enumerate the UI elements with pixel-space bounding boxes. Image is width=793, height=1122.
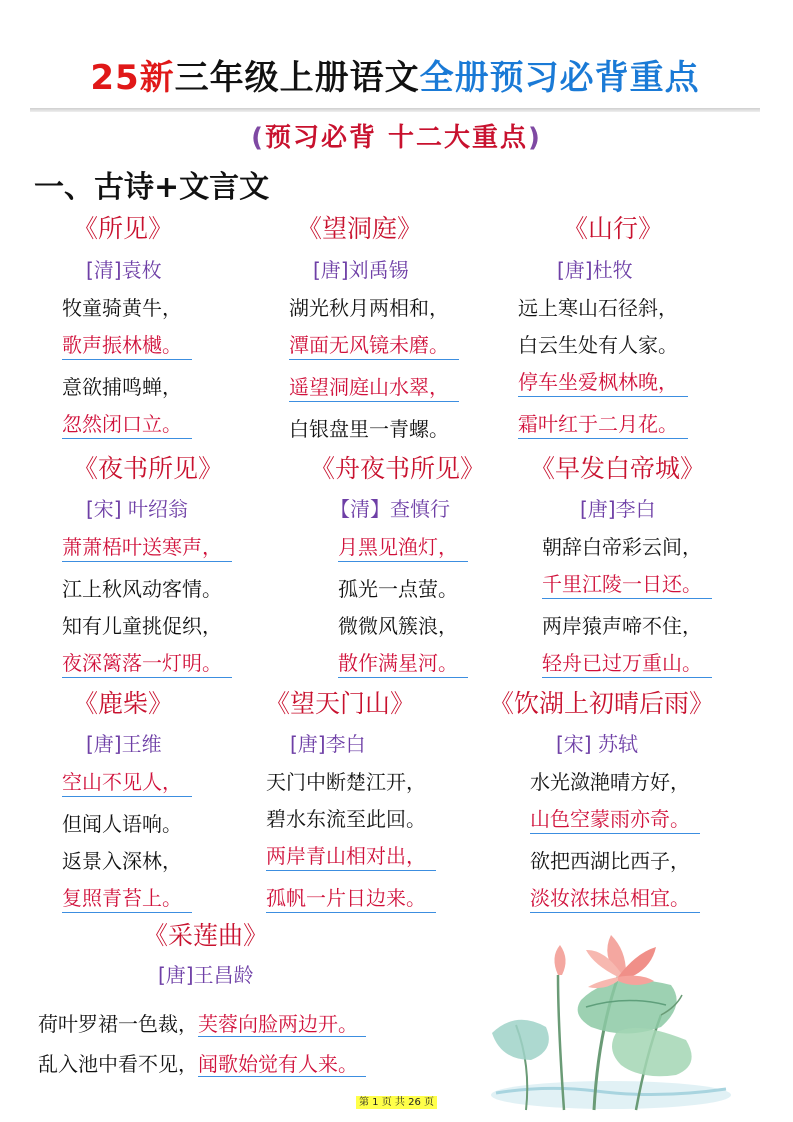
poem-line: 天门中断楚江开，: [266, 770, 426, 794]
header-highlight: 全册预习必背重点: [419, 58, 700, 98]
poem-line: [530, 801, 700, 843]
poem-body: [338, 529, 468, 687]
poem-body: [542, 529, 712, 687]
poem-body: [62, 529, 232, 687]
poem-title: 《所见》: [73, 214, 174, 243]
poem-line: [338, 645, 468, 687]
poem-line: [338, 529, 468, 571]
couplet-line: [38, 1010, 366, 1038]
poem-luzhai: [73, 687, 173, 721]
poem-author: [唐]王维: [86, 732, 162, 756]
poem-title: 《望洞庭》: [297, 214, 423, 243]
highlighted-line: 千里江陵一日还。: [542, 570, 712, 599]
poem-line: 两岸猿声啼不住，: [542, 614, 702, 638]
couplet-second: 闻歌始觉有人来。: [198, 1052, 366, 1077]
couplet-first: 乱入池中看不见，: [38, 1052, 198, 1076]
poem-line: 水光潋滟晴方好，: [530, 770, 690, 794]
highlighted-line: 霜叶红于二月花。: [518, 410, 688, 439]
page-header: [30, 52, 760, 104]
poem-body: [266, 764, 436, 922]
subtitle: [0, 118, 793, 158]
poem-title: 《舟夜书所见》: [310, 454, 486, 483]
poem-author: 【清】查慎行: [330, 497, 450, 521]
header-grade: 三年级上册语文: [174, 58, 420, 98]
poem-line: 返景入深林，: [62, 849, 182, 873]
highlighted-line: 月黑见渔灯，: [338, 533, 468, 562]
couplet-first: 荷叶罗裙一色裁，: [38, 1012, 198, 1036]
poem-line: [62, 764, 192, 806]
highlighted-line: 两岸青山相对出，: [266, 842, 436, 871]
poem-suojian: [73, 212, 173, 246]
poem-line: [62, 327, 192, 369]
poem-author: [唐]李白: [290, 732, 366, 756]
poem-line: 江上秋风动客情。: [62, 577, 222, 601]
poem-line: 欲把西湖比西子，: [530, 849, 690, 873]
poem-body: [530, 764, 700, 922]
poem-line: 微微风簇浪，: [338, 614, 458, 638]
highlighted-line: 夜深篱落一灯明。: [62, 649, 232, 678]
poem-line: [62, 406, 192, 448]
poem-author: [宋] 苏轼: [556, 732, 638, 756]
poem-line: 知有儿童挑促织，: [62, 614, 222, 638]
highlighted-line: 空山不见人，: [62, 768, 192, 797]
highlighted-line: 散作满星河。: [338, 649, 468, 678]
poem-body: [62, 290, 192, 448]
poem-line: [518, 364, 688, 406]
page-footer: [0, 1090, 793, 1109]
poem-author: [86, 255, 162, 285]
poem-wangtianmenshan: [265, 687, 415, 721]
poem-line: [62, 880, 192, 922]
poem-author: [清]袁枚: [86, 258, 162, 282]
poem-line: [289, 327, 459, 369]
poem-author: [158, 960, 254, 990]
couplet-second: 芙蓉向脸两边开。: [198, 1012, 366, 1037]
poem-title: 《山行》: [563, 214, 664, 243]
highlighted-line: 淡妆浓抹总相宜。: [530, 884, 700, 913]
poem-line: 碧水东流至此回。: [266, 807, 426, 831]
poem-author: [唐]杜牧: [557, 258, 633, 282]
poem-line: [62, 645, 232, 687]
poem-author: [唐]王昌龄: [158, 963, 254, 987]
lotus-flower: [586, 935, 656, 988]
poem-yeshusuojian: [73, 452, 223, 486]
poem-wangdongting: [297, 212, 422, 246]
highlighted-line: 萧萧梧叶送寒声，: [62, 533, 232, 562]
poem-line: 孤光一点萤。: [338, 577, 458, 601]
poem-line: 湖光秋月两相和，: [289, 296, 449, 320]
poem-shanxing: [563, 212, 663, 246]
page-number: 第 1 页 共 26 页: [356, 1096, 437, 1109]
poem-title: 《望天门山》: [265, 689, 416, 718]
poem-zhouyeshusuojian: [310, 452, 485, 486]
poem-title: 《鹿柴》: [73, 689, 174, 718]
poem-author: [唐]刘禹锡: [313, 258, 409, 282]
poem-author: [556, 729, 638, 759]
poem-line: [266, 880, 436, 922]
poem-zaofabaidicheng: [530, 452, 705, 486]
poem-line: [542, 566, 712, 608]
subtitle-text: 预习必背 十二大重点: [264, 123, 529, 153]
poem-line: [518, 406, 688, 448]
poem-line: [542, 645, 712, 687]
poem-body: [289, 290, 459, 448]
highlighted-line: 遥望洞庭山水翠，: [289, 373, 459, 402]
poem-body: [62, 764, 192, 922]
poem-yinhushang: [489, 687, 714, 721]
poem-author: [557, 255, 633, 285]
subtitle-close-paren: ): [528, 123, 542, 153]
poem-author: [86, 494, 188, 524]
highlighted-line: 复照青苔上。: [62, 884, 192, 913]
poem-line: 远上寒山石径斜，: [518, 296, 678, 320]
poem-author: [330, 494, 450, 524]
poem-line: 但闻人语响。: [62, 812, 182, 836]
highlighted-line: 轻舟已过万重山。: [542, 649, 712, 678]
poem-author: [580, 494, 656, 524]
poem-line: [266, 838, 436, 880]
highlighted-line: 潭面无风镜未磨。: [289, 331, 459, 360]
subtitle-open-paren: (: [251, 123, 265, 153]
poem-line: [62, 529, 232, 571]
poem-title: 《夜书所见》: [73, 454, 224, 483]
highlighted-line: 山色空蒙雨亦奇。: [530, 805, 700, 834]
poem-line: [289, 369, 459, 411]
poem-author: [313, 255, 409, 285]
lotus-illustration: [486, 915, 736, 1113]
poem-author: [唐]李白: [580, 497, 656, 521]
poem-title: 《饮湖上初晴后雨》: [489, 689, 715, 718]
poem-line: 白银盘里一青螺。: [289, 417, 449, 441]
poem-line: 意欲捕鸣蝉，: [62, 375, 182, 399]
section-title: 一、古诗+文言文: [34, 170, 270, 205]
highlighted-line: 停车坐爱枫林晚，: [518, 368, 688, 397]
poem-cailianqu: [143, 919, 268, 953]
poem-author: [86, 729, 162, 759]
poem-line: 牧童骑黄牛，: [62, 296, 182, 320]
poem-title: 《早发白帝城》: [530, 454, 706, 483]
highlighted-line: 忽然闭口立。: [62, 410, 192, 439]
header-number: 25新: [90, 58, 175, 98]
poem-body: [518, 290, 688, 448]
poem-author: [宋] 叶绍翁: [86, 497, 188, 521]
poem-line: 白云生处有人家。: [518, 333, 678, 357]
couplet-line: [38, 1050, 366, 1078]
poem-title: 《采莲曲》: [143, 921, 269, 950]
header-divider: [30, 108, 760, 112]
poem-author: [290, 729, 366, 759]
poem-line: 朝辞白帝彩云间，: [542, 535, 702, 559]
highlighted-line: 歌声振林樾。: [62, 331, 192, 360]
highlighted-line: 孤帆一片日边来。: [266, 884, 436, 913]
